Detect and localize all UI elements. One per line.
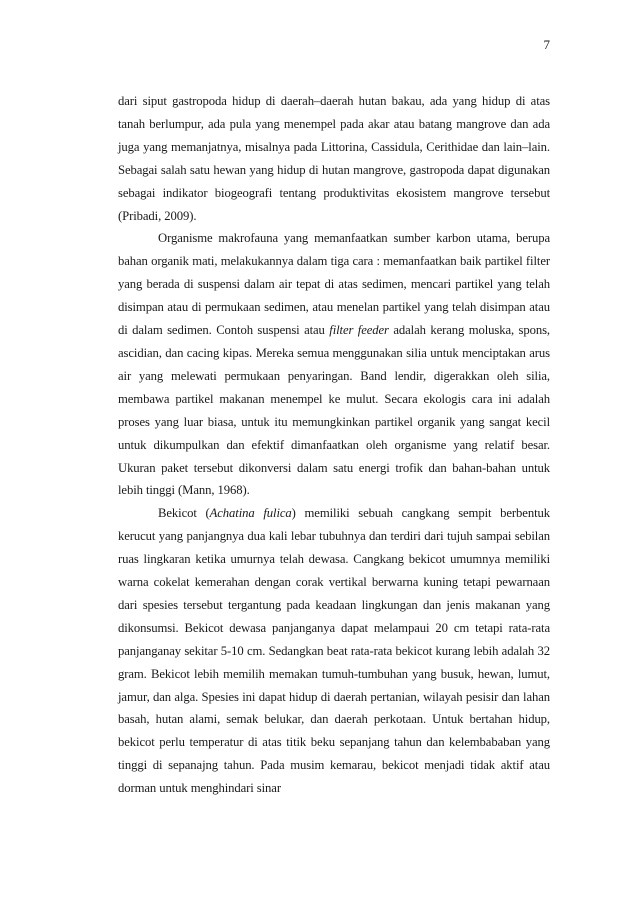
- italic-term: filter feeder: [329, 323, 389, 338]
- paragraph-text: Organisme makrofauna yang memanfaatkan sumber karbon utama, berupa bahan organik mati, melakukannya dalam tiga cara : memanfaatkan baik partikel filter yang berada di suspensi dalam air tepat di atas sedimen, mencari partikel yang telah disimpan atau di permukaan sedimen, atau menelan partikel yang telah disimpan atau di dalam sedimen. Contoh suspensi atau: [118, 231, 550, 338]
- paragraph-text: ) memiliki sebuah cangkang sempit berbentuk kerucut yang panjangnya dua kali lebar tubuhnya dan terdiri dari tujuh sampai sebilan ruas lingkaran ketika umurnya telah dewasa. Cangkang bekicot umumnya memiliki warna cokelat kemerahan dengan corak vertikal berwarna kuning tetapi pewarnaan dari spesies tersebut tergantung pada keadaan lingkungan dan jenis makanan yang dikonsumsi. Bekicot dewasa panjanganya dapat melampaui 20 cm tetapi rata-rata panjanganay sekitar 5-10 cm. Sedangkan beat rata-rata bekicot kurang lebih adalah 32 gram. Bekicot lebih memilih memakan tumuh-tumbuhan yang busuk, hewan, lumut, jamur, dan alga. Spesies ini dapat hidup di daerah pertanian, wilayah pesisir dan lahan basah, hutan alami, semak belukar, dan daerah perkotaan. Untuk bertahan hidup, bekicot perlu temperatur di atas titik beku sepanjang tahun dan kelembababan yang tinggi di sepanajng tahun. Pada musim kemarau, bekicot menjadi tidak aktif atau dorman untuk menghindari sinar: [118, 506, 550, 796]
- italic-species-name: Achatina fulica: [209, 506, 292, 521]
- paragraph-text: Bekicot (: [158, 506, 210, 521]
- page-number: 7: [543, 37, 550, 52]
- paragraph-bekicot: [118, 502, 550, 800]
- paragraph-gastropoda: [118, 90, 550, 227]
- document-body: [118, 90, 550, 800]
- paragraph-text: dari siput gastropoda hidup di daerah–daerah hutan bakau, ada yang hidup di atas tanah berlumpur, ada pula yang menempel pada akar atau batang mangrove dan ada juga yang memanjatnya, misalnya pada Littorina, Cassidula, Cerithidae dan lain–lain. Sebagai salah satu hewan yang hidup di hutan mangrove, gastropoda dapat digunakan sebagai indikator biogeografi tentang produktivitas ekosistem mangrove tersebut (Pribadi, 2009).: [118, 94, 550, 223]
- paragraph-makrofauna: [118, 227, 550, 502]
- paragraph-text: adalah kerang moluska, spons, ascidian, dan cacing kipas. Mereka semua menggunakan silia untuk menciptakan arus air yang melewati permukaan penyaringan. Band lendir, digerakkan oleh silia, membawa partikel makanan menempel ke mulut. Secara ekologis cara ini adalah proses yang luar biasa, untuk itu memungkinkan partikel organik yang sangat kecil untuk dikumpulkan dan efektif dimanfaatkan oleh organisme yang relatif besar. Ukuran paket tersebut dikonversi dalam satu energi trofik dan bahan-bahan untuk lebih tinggi (Mann, 1968).: [118, 323, 551, 498]
